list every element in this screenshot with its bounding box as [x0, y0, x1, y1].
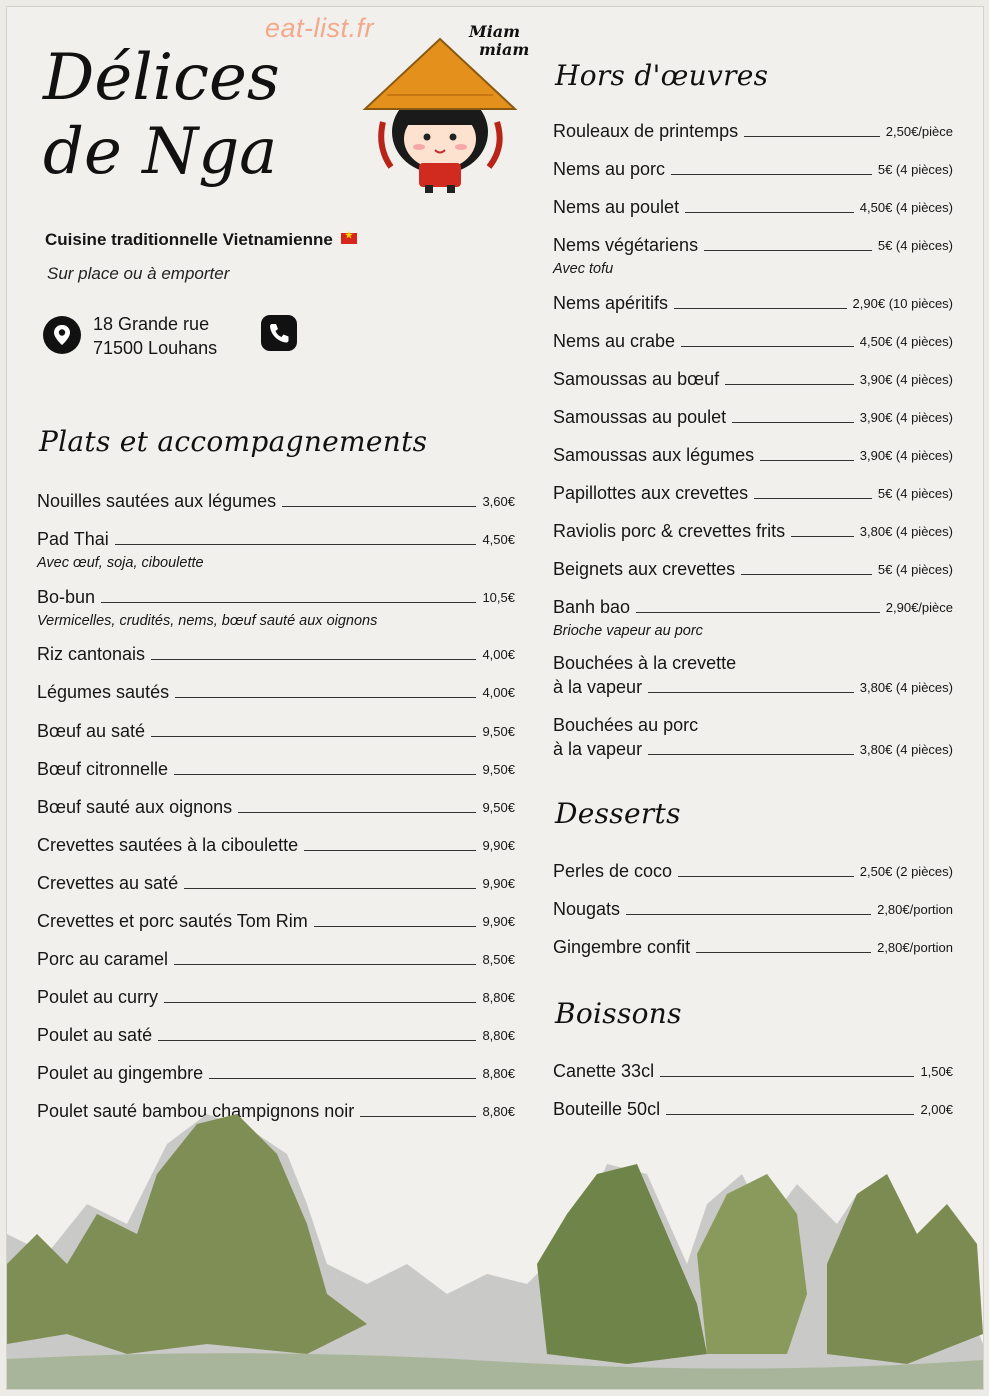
item-price: 8,80€	[482, 1028, 515, 1043]
item-name: Poulet au curry	[37, 987, 162, 1008]
plats-row	[37, 873, 515, 895]
hors-doeuvres-row	[553, 407, 953, 429]
restaurant-name	[43, 41, 280, 189]
plats-row	[37, 587, 515, 629]
hors-doeuvres-row	[553, 559, 953, 581]
leader-line	[725, 384, 854, 385]
item-price: 3,80€ (4 pièces)	[859, 524, 953, 539]
item-note: Avec œuf, soja, ciboulette	[37, 555, 204, 571]
leader-line	[304, 850, 476, 851]
item-price: 2,50€ (2 pièces)	[859, 864, 953, 879]
leader-line	[674, 308, 847, 309]
leader-line	[760, 460, 854, 461]
item-price: 9,50€	[482, 800, 515, 815]
item-price: 3,90€ (4 pièces)	[859, 410, 953, 425]
leader-line	[678, 876, 854, 877]
mascot-caption	[468, 22, 529, 59]
leader-line	[791, 536, 854, 537]
leader-line	[754, 498, 872, 499]
item-name: Perles de coco	[553, 861, 676, 882]
item-name-line2: à la vapeur	[553, 739, 646, 760]
item-name: Samoussas au poulet	[553, 407, 730, 428]
cuisine-tagline	[45, 230, 357, 250]
item-price: 4,00€	[482, 685, 515, 700]
item-name: Porc au caramel	[37, 949, 172, 970]
leader-line	[174, 774, 476, 775]
item-price: 4,50€ (4 pièces)	[859, 334, 953, 349]
item-note: Avec tofu	[553, 261, 614, 277]
item-name: Nems au poulet	[553, 197, 683, 218]
item-price: 4,00€	[482, 647, 515, 662]
item-price: 10,5€	[482, 590, 515, 605]
leader-line	[314, 926, 477, 927]
item-name: Nouilles sautées aux légumes	[37, 491, 280, 512]
leader-line	[685, 212, 854, 213]
leader-line	[209, 1078, 476, 1079]
item-price: 8,80€	[482, 1066, 515, 1081]
leader-line	[648, 754, 854, 755]
plats-row	[37, 911, 515, 933]
item-name: Canette 33cl	[553, 1061, 658, 1082]
restaurant-name-line1: Délices	[43, 41, 280, 115]
hors-doeuvres-row	[553, 653, 953, 697]
item-price: 9,50€	[482, 724, 515, 739]
item-price: 3,80€ (4 pièces)	[859, 680, 953, 695]
leader-line	[238, 812, 476, 813]
plats-row	[37, 529, 515, 571]
item-name: Poulet sauté bambou champignons noir	[37, 1101, 358, 1122]
hors-doeuvres-row	[553, 235, 953, 277]
address-line1: 18 Grande rue	[93, 314, 210, 334]
item-name: Nems au crabe	[553, 331, 679, 352]
item-price: 2,00€	[920, 1102, 953, 1117]
item-price: 9,90€	[482, 876, 515, 891]
plats-row	[37, 797, 515, 819]
item-price: 4,50€	[482, 532, 515, 547]
leader-line	[151, 659, 476, 660]
item-name: Riz cantonais	[37, 644, 149, 665]
leader-line	[732, 422, 854, 423]
mascot-caption-1: Miam	[469, 22, 521, 41]
plats-row	[37, 491, 515, 513]
leader-line	[744, 136, 880, 137]
leader-line	[648, 692, 854, 693]
item-price: 2,80€/portion	[877, 940, 953, 955]
item-name: Bouchées au porc	[553, 715, 702, 736]
item-name: Bœuf sauté aux oignons	[37, 797, 236, 818]
item-price: 3,90€ (4 pièces)	[859, 372, 953, 387]
plats-row	[37, 1063, 515, 1085]
item-name: Nougats	[553, 899, 624, 920]
plats-row	[37, 987, 515, 1009]
item-price: 3,90€ (4 pièces)	[859, 448, 953, 463]
hors-doeuvres-row	[553, 159, 953, 181]
leader-line	[671, 174, 872, 175]
leader-line	[696, 952, 871, 953]
item-price: 3,60€	[482, 494, 515, 509]
item-name: Nems végétariens	[553, 235, 702, 256]
item-name: Crevettes sautées à la ciboulette	[37, 835, 302, 856]
hors-doeuvres-row	[553, 483, 953, 505]
item-price: 9,90€	[482, 914, 515, 929]
item-name: Rouleaux de printemps	[553, 121, 742, 142]
item-price: 5€ (4 pièces)	[877, 162, 953, 177]
item-name: Crevettes et porc sautés Tom Rim	[37, 911, 312, 932]
item-note: Vermicelles, crudités, nems, bœuf sauté aux oignons	[37, 613, 378, 629]
item-name: Nems apéritifs	[553, 293, 672, 314]
item-name: Bouteille 50cl	[553, 1099, 664, 1120]
item-name: Poulet au gingembre	[37, 1063, 207, 1084]
section-title-hors-doeuvres: Hors d'œuvres	[555, 59, 769, 92]
tagline-text: Cuisine traditionnelle Vietnamienne	[45, 230, 333, 249]
plats-row	[37, 835, 515, 857]
menu-page	[6, 6, 984, 1390]
item-name: Papillottes aux crevettes	[553, 483, 752, 504]
item-price: 5€ (4 pièces)	[877, 562, 953, 577]
plats-row	[37, 682, 515, 704]
leader-line	[704, 250, 872, 251]
item-price: 2,90€ (10 pièces)	[852, 296, 953, 311]
item-name: Crevettes au saté	[37, 873, 182, 894]
leader-line	[741, 574, 872, 575]
boissons-row	[553, 1061, 953, 1083]
leader-line	[158, 1040, 476, 1041]
hors-doeuvres-row	[553, 369, 953, 391]
item-price: 2,80€/portion	[877, 902, 953, 917]
hors-doeuvres-row	[553, 121, 953, 143]
leader-line	[636, 612, 880, 613]
item-price: 1,50€	[920, 1064, 953, 1079]
plats-row	[37, 949, 515, 971]
leader-line	[174, 964, 476, 965]
item-price: 8,80€	[482, 990, 515, 1005]
item-name: Poulet au saté	[37, 1025, 156, 1046]
mascot-illustration	[347, 17, 547, 197]
plats-row	[37, 1025, 515, 1047]
leader-line	[101, 602, 476, 603]
item-price: 9,50€	[482, 762, 515, 777]
item-price: 8,50€	[482, 952, 515, 967]
item-note: Brioche vapeur au porc	[553, 623, 703, 639]
item-price: 3,80€ (4 pièces)	[859, 742, 953, 757]
section-title-desserts: Desserts	[555, 797, 681, 830]
hors-doeuvres-row	[553, 521, 953, 543]
item-name: Nems au porc	[553, 159, 669, 180]
hors-doeuvres-row	[553, 715, 953, 759]
desserts-row	[553, 861, 953, 883]
item-price: 2,50€/pièce	[885, 124, 953, 139]
leader-line	[184, 888, 476, 889]
item-name: Bo-bun	[37, 587, 99, 608]
leader-line	[164, 1002, 476, 1003]
leader-line	[660, 1076, 914, 1077]
location-pin-icon	[43, 316, 81, 354]
leader-line	[115, 544, 477, 545]
hors-doeuvres-row	[553, 445, 953, 467]
karst-landscape-illustration	[7, 1114, 983, 1389]
item-price: 4,50€ (4 pièces)	[859, 200, 953, 215]
hors-doeuvres-row	[553, 331, 953, 353]
address-line2: 71500 Louhans	[93, 338, 218, 358]
desserts-row	[553, 899, 953, 921]
hors-doeuvres-row	[553, 293, 953, 315]
item-name: Bœuf au saté	[37, 721, 149, 742]
item-price: 5€ (4 pièces)	[877, 238, 953, 253]
item-price: 2,90€/pièce	[885, 600, 953, 615]
section-title-plats: Plats et accompagnements	[39, 425, 428, 458]
restaurant-name-line2: de Nga	[43, 115, 278, 189]
item-name: Gingembre confit	[553, 937, 694, 958]
hors-doeuvres-row	[553, 197, 953, 219]
vietnam-flag-icon	[341, 233, 357, 244]
service-subtitle: Sur place ou à emporter	[47, 264, 230, 283]
item-price: 8,80€	[482, 1104, 515, 1119]
leader-line	[626, 914, 871, 915]
leader-line	[681, 346, 854, 347]
item-name: Samoussas au bœuf	[553, 369, 723, 390]
leader-line	[151, 736, 476, 737]
item-name: Pad Thai	[37, 529, 113, 550]
item-name: Bouchées à la crevette	[553, 653, 740, 674]
item-name: Bœuf citronnelle	[37, 759, 172, 780]
watermark: eat-list.fr	[265, 13, 375, 43]
hors-doeuvres-row	[553, 597, 953, 639]
item-name: Banh bao	[553, 597, 634, 618]
leader-line	[175, 697, 476, 698]
mascot-caption-2: miam	[479, 40, 530, 59]
plats-row	[37, 644, 515, 666]
item-price: 5€ (4 pièces)	[877, 486, 953, 501]
plats-row	[37, 759, 515, 781]
section-title-boissons: Boissons	[555, 997, 682, 1030]
desserts-row	[553, 937, 953, 959]
item-name: Beignets aux crevettes	[553, 559, 739, 580]
address	[93, 312, 217, 360]
item-name: Samoussas aux légumes	[553, 445, 758, 466]
plats-row	[37, 721, 515, 743]
leader-line	[282, 506, 476, 507]
phone-icon[interactable]	[261, 315, 297, 351]
item-name: Légumes sautés	[37, 682, 173, 703]
item-name-line2: à la vapeur	[553, 677, 646, 698]
item-name: Raviolis porc & crevettes frits	[553, 521, 789, 542]
item-price: 9,90€	[482, 838, 515, 853]
